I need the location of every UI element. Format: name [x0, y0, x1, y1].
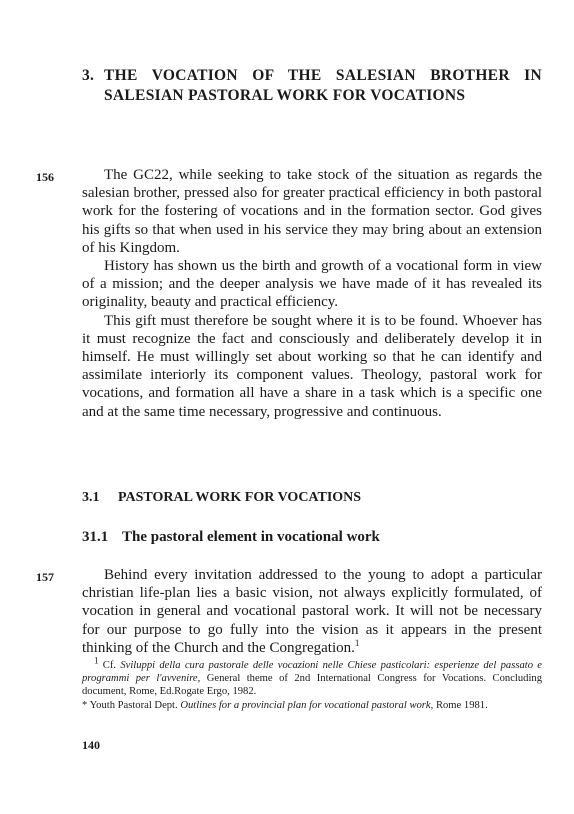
paragraph-block-157 — [82, 566, 542, 657]
margin-number-157: 157 — [36, 570, 54, 584]
footnote-italic-title: Outlines for a provincial plan for vocational pastoral work, — [180, 699, 434, 711]
footnote-marker: 1 — [94, 655, 99, 666]
chapter-title-text: THE VOCATION OF THE SALESIAN BROTHER IN SALESIAN PASTORAL WORK FOR VOCATIONS — [104, 67, 542, 104]
paragraph-block-156 — [82, 166, 542, 421]
section-heading — [82, 490, 361, 506]
section-title: PASTORAL WORK FOR VOCATIONS — [118, 490, 362, 505]
footnote-rest: General theme of 2nd International Congress for Vocations. Concluding document, Rome, Ed.Rogate Ergo, 1982. — [82, 673, 542, 698]
footnote-2 — [82, 699, 542, 712]
subsection-heading — [82, 529, 380, 546]
footnote-rest: Rome 1981. — [435, 699, 488, 711]
footnote-prefix: Cf. — [102, 660, 117, 671]
footnote-prefix: Youth Pastoral Dept. — [89, 699, 178, 711]
paragraph: History has shown us the birth and growth of a vocational form in view of a mission; and the deeper analysis we have made of it has revealed its originality, beauty and practical efficiency. — [82, 258, 542, 311]
footnote-1 — [82, 655, 542, 699]
subsection-title: The pastoral element in vocational work — [122, 529, 380, 545]
chapter-number: 3. — [82, 67, 95, 84]
section-number: 3.1 — [82, 490, 100, 505]
footnote-italic-title: Sviluppi della cura pastorale delle vocazioni nelle Chiese pasticolari: esperienze del passato e programmi per l'avvenire, — [82, 660, 542, 685]
footnote-marker: * — [82, 699, 88, 711]
margin-number-156: 156 — [36, 170, 54, 184]
chapter-title — [82, 66, 542, 106]
footnote-ref: 1 — [354, 637, 360, 648]
paragraph: The GC22, while seeking to take stock of the situation as regards the salesian brother, pressed also for greater practical efficiency in both pastoral work for the fostering of vocations and in the formation sector. God gives his gifts so that when used in his service they may bring about an extension of his Kingdom. — [82, 167, 542, 256]
subsection-number: 31.1 — [82, 529, 109, 545]
footnotes — [82, 655, 542, 712]
paragraph-text: Behind every invitation addressed to the young to adopt a particular christian life-plan lies a basic vision, not always explicitly formulated, of vocation in general and vocational pastoral work. It will not be necessary for our purpose to go fully into the vision as it appears in the present thinking of the Church and the Congregation. — [82, 567, 542, 656]
page-number: 140 — [82, 738, 100, 752]
paragraph — [82, 566, 542, 657]
paragraph: This gift must therefore be sought where it is to be found. Whoever has it must recognize the fact and consciously and deliberately develop it in himself. He must willingly set about working so that he can identify and assimilate interiorly its component values. Theology, pastoral work for vocations, and formation all have a share in a task which is a specific one and at the same time necessary, progressive and continuous. — [82, 312, 542, 420]
